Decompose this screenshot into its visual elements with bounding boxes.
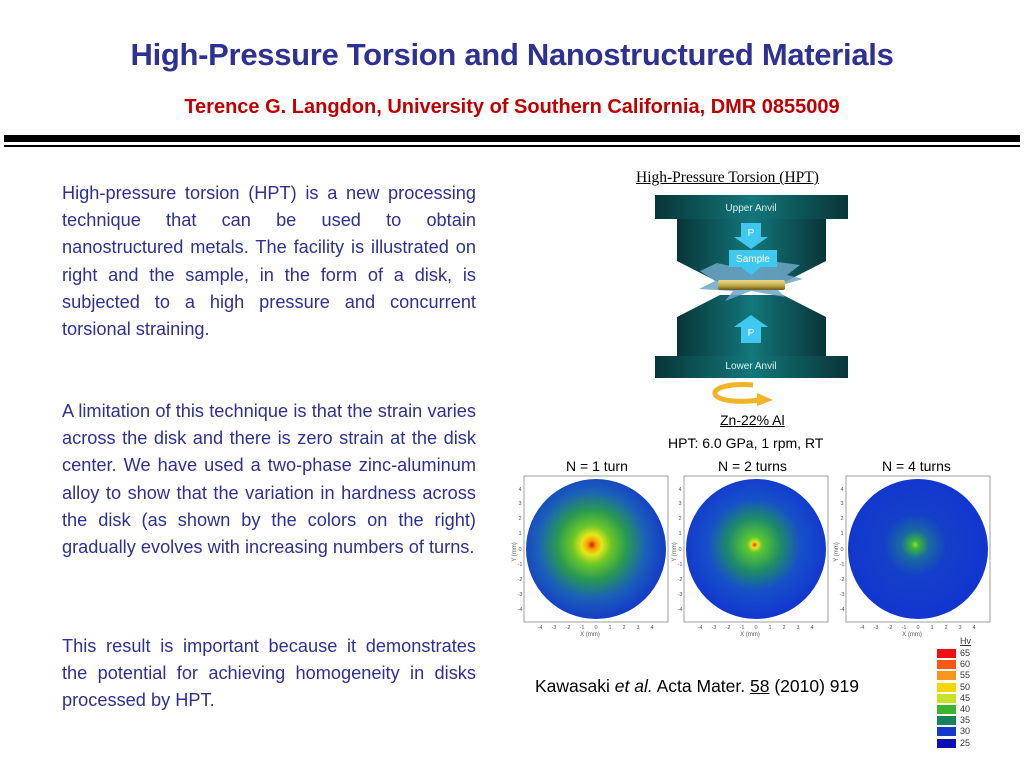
svg-text:2: 2 — [678, 516, 682, 522]
svg-text:3: 3 — [636, 625, 640, 631]
svg-text:2: 2 — [944, 625, 948, 631]
legend-swatch — [937, 671, 956, 680]
svg-text:0: 0 — [678, 547, 682, 553]
svg-text:-4: -4 — [859, 625, 865, 631]
legend-swatch — [937, 727, 956, 736]
svg-text:-1: -1 — [901, 625, 907, 631]
svg-text:-1: -1 — [839, 562, 845, 568]
legend-swatch — [937, 705, 956, 714]
svg-text:-4: -4 — [677, 607, 683, 613]
svg-text:-2: -2 — [725, 625, 731, 631]
hardness-map-1-turn — [510, 474, 670, 640]
svg-text:0: 0 — [916, 625, 920, 631]
svg-text:2: 2 — [840, 516, 844, 522]
svg-text:Y (mm): Y (mm) — [834, 542, 840, 562]
legend-item — [933, 739, 983, 750]
svg-text:3: 3 — [958, 625, 962, 631]
svg-text:2: 2 — [782, 625, 786, 631]
svg-text:Sample: Sample — [736, 254, 770, 265]
hpt-apparatus-diagram — [655, 195, 848, 407]
svg-text:0: 0 — [754, 625, 758, 631]
legend-title: Hv — [960, 636, 971, 646]
svg-text:-2: -2 — [887, 625, 893, 631]
rotation-arrow-icon — [715, 385, 773, 406]
legend-item — [933, 716, 983, 727]
svg-text:X (mm): X (mm) — [740, 632, 760, 638]
legend-value: 50 — [960, 681, 971, 692]
svg-text:1: 1 — [518, 531, 522, 537]
svg-text:Y (mm): Y (mm) — [672, 542, 678, 562]
sample-disk — [718, 280, 785, 290]
svg-text:-3: -3 — [551, 625, 557, 631]
svg-text:0: 0 — [840, 547, 844, 553]
svg-text:Y (mm): Y (mm) — [512, 542, 518, 562]
legend-value: 25 — [960, 737, 971, 748]
paragraph-limitation: A limitation of this technique is that the strain varies across the disk and there is zero strain at the disk center. We have used a two-phase zinc-aluminum alloy to show that the variation in hardness across the disk (as shown by the colors on the right) gradually evolves with increasing numbers of turns. — [62, 401, 476, 558]
svg-text:P: P — [747, 328, 755, 339]
svg-text:3: 3 — [518, 501, 522, 507]
hardness-map-4-turns — [832, 474, 992, 640]
citation — [535, 676, 859, 697]
svg-text:-3: -3 — [873, 625, 879, 631]
svg-text:4: 4 — [678, 487, 682, 493]
citation-volume: 58 — [750, 676, 770, 696]
legend-item — [933, 727, 983, 738]
legend-value: 40 — [960, 704, 971, 714]
legend-item — [933, 694, 983, 705]
svg-text:X (mm): X (mm) — [580, 632, 600, 638]
map-label-4: N = 4 turns — [882, 458, 951, 474]
legend-swatch — [937, 649, 956, 658]
svg-text:-2: -2 — [565, 625, 571, 631]
svg-text:3: 3 — [796, 625, 800, 631]
citation-etal: et al. — [614, 676, 653, 696]
svg-text:1: 1 — [930, 625, 934, 631]
svg-text:1: 1 — [840, 531, 844, 537]
svg-text:-3: -3 — [711, 625, 717, 631]
legend-value: 35 — [960, 715, 971, 726]
legend-item — [933, 649, 983, 660]
paragraph-result: This result is important because it demonstrates the potential for achieving homogeneity in disks processed by HPT. — [62, 636, 476, 711]
svg-text:0: 0 — [594, 625, 598, 631]
svg-text:1: 1 — [768, 625, 772, 631]
svg-text:-2: -2 — [677, 577, 683, 583]
divider-thin — [4, 145, 1020, 147]
slide-title: High-Pressure Torsion and Nanostructured Materials — [130, 37, 894, 72]
svg-text:1: 1 — [608, 625, 612, 631]
legend-value: 45 — [960, 692, 971, 703]
svg-text:4: 4 — [972, 625, 976, 631]
svg-text:-1: -1 — [677, 562, 683, 568]
svg-text:2: 2 — [518, 516, 522, 522]
map-label-2: N = 2 turns — [718, 458, 787, 474]
citation-author: Kawasaki — [535, 676, 615, 696]
hardness-map-2-turns — [670, 474, 830, 640]
svg-text:-4: -4 — [517, 607, 523, 613]
svg-text:3: 3 — [678, 501, 682, 507]
legend-swatch — [937, 739, 956, 748]
svg-text:2: 2 — [622, 625, 626, 631]
svg-text:Upper Anvil: Upper Anvil — [725, 203, 777, 214]
legend-item — [933, 671, 983, 682]
svg-text:-3: -3 — [517, 592, 523, 598]
svg-text:4: 4 — [810, 625, 814, 631]
svg-text:-2: -2 — [839, 577, 845, 583]
map-label-1: N = 1 turn — [566, 458, 628, 474]
svg-text:-1: -1 — [579, 625, 585, 631]
svg-text:-1: -1 — [739, 625, 745, 631]
hpt-conditions: HPT: 6.0 GPa, 1 rpm, RT — [668, 435, 824, 451]
svg-text:3: 3 — [840, 501, 844, 507]
legend-value: 65 — [960, 648, 971, 658]
svg-text:X (mm): X (mm) — [902, 632, 922, 638]
svg-text:0: 0 — [518, 547, 522, 553]
svg-text:-4: -4 — [839, 607, 845, 613]
legend-item — [933, 705, 983, 716]
legend-swatch — [937, 683, 956, 692]
legend-swatch — [937, 694, 956, 703]
legend-item — [933, 683, 983, 694]
svg-text:Lower Anvil: Lower Anvil — [725, 361, 777, 372]
citation-journal: Acta Mater. — [652, 676, 750, 696]
alloy-label: Zn-22% Al — [720, 412, 785, 428]
legend-value: 60 — [960, 659, 971, 670]
legend-swatch — [937, 660, 956, 669]
svg-text:-4: -4 — [697, 625, 703, 631]
slide-subtitle: Terence G. Langdon, University of Southern California, DMR 0855009 — [184, 96, 840, 118]
hpt-caption: High-Pressure Torsion (HPT) — [636, 169, 819, 186]
svg-text:-4: -4 — [537, 625, 543, 631]
svg-text:-2: -2 — [517, 577, 523, 583]
svg-text:-1: -1 — [517, 562, 523, 568]
citation-rest: (2010) 919 — [769, 676, 859, 696]
legend-swatch — [937, 716, 956, 725]
svg-text:-3: -3 — [839, 592, 845, 598]
divider-thick — [4, 135, 1020, 142]
svg-text:P: P — [747, 228, 755, 239]
svg-text:4: 4 — [518, 487, 522, 493]
svg-text:-3: -3 — [677, 592, 683, 598]
svg-text:4: 4 — [650, 625, 654, 631]
svg-text:4: 4 — [840, 487, 844, 493]
svg-text:1: 1 — [678, 531, 682, 537]
legend-item — [933, 660, 983, 671]
legend-value: 30 — [960, 726, 971, 737]
paragraph-intro: High-pressure torsion (HPT) is a new processing technique that can be used to obtain nanostructured metals. The facility is illustrated on right and the sample, in the form of a disk, is subjected to a high pressure and concurrent torsional straining. — [62, 183, 476, 340]
legend-value: 55 — [960, 670, 971, 681]
